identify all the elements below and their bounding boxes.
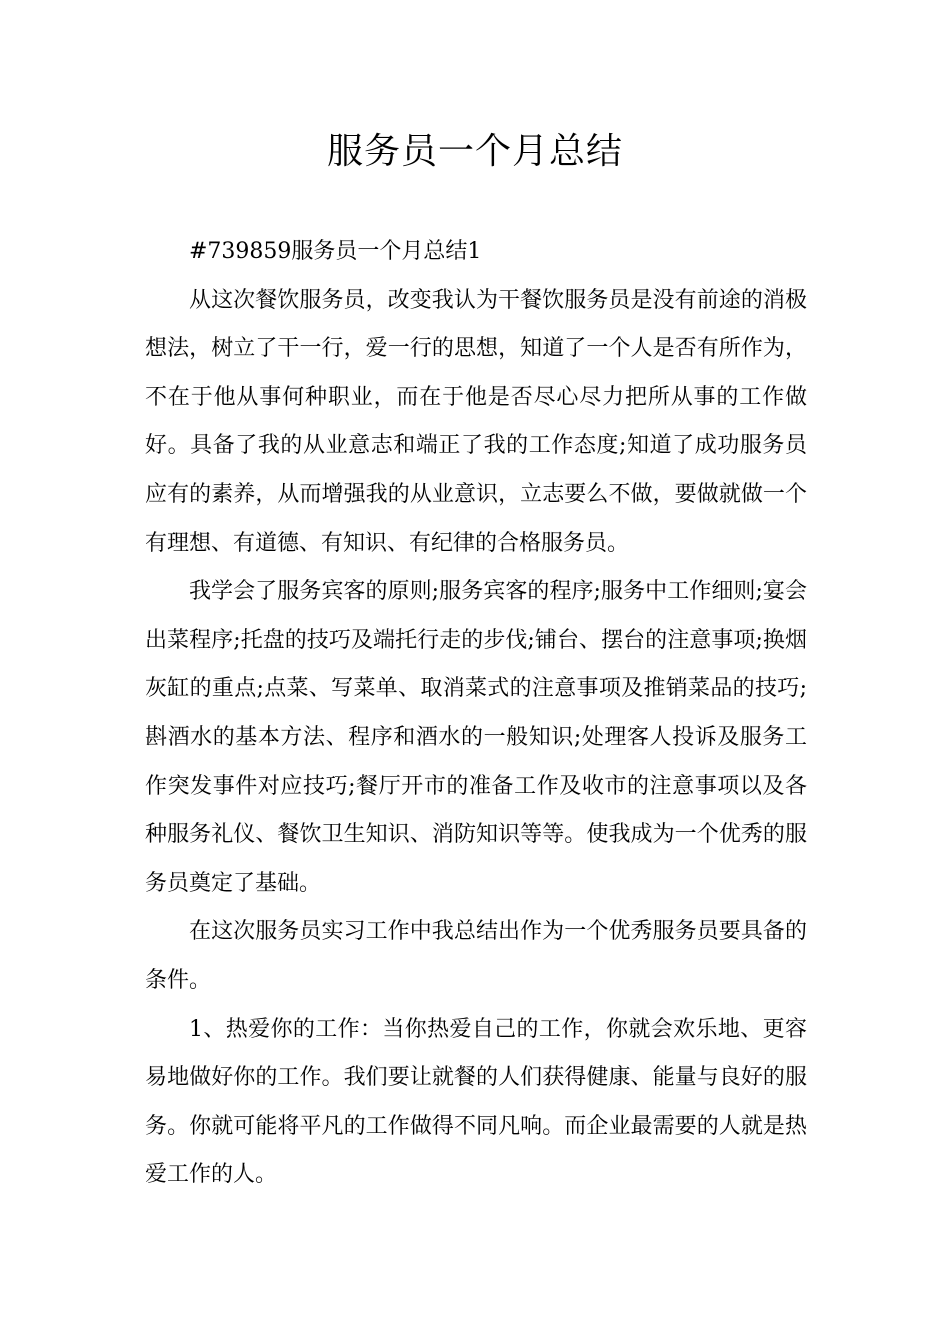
document-body [145, 228, 807, 1200]
paragraph-heading: #739859服务员一个月总结1 [189, 239, 482, 264]
paragraph: 在这次服务员实习工作中我总结出作为一个优秀服务员要具备的条件。 [145, 919, 807, 993]
paragraph: 我学会了服务宾客的原则;服务宾客的程序;服务中工作细则;宴会出菜程序;托盘的技巧及端托行走的步伐;铺台、摆台的注意事项;换烟灰缸的重点;点菜、写菜单、取消菜式的注意事项及推销菜品的技巧;斟酒水的基本方法、程序和酒水的一般知识;处理客人投诉及服务工作突发事件对应技巧;餐厅开市的准备工作及收市的注意事项以及各种服务礼仪、餐饮卫生知识、消防知识等等。使我成为一个优秀的服务员奠定了基础。 [145, 579, 807, 896]
paragraph: 1、热爱你的工作：当你热爱自己的工作，你就会欢乐地、更容易地做好你的工作。我们要让就餐的人们获得健康、能量与良好的服务。你就可能将平凡的工作做得不同凡响。而企业最需要的人就是热爱工作的人。 [145, 1016, 807, 1188]
document-title: 服务员一个月总结 [326, 131, 623, 172]
paragraph: 从这次餐饮服务员，改变我认为干餐饮服务员是没有前途的消极想法，树立了干一行，爱一行的思想，知道了一个人是否有所作为，不在于他从事何种职业，而在于他是否尽心尽力把所从事的工作做好。具备了我的从业意志和端正了我的工作态度;知道了成功服务员应有的素养，从而增强我的从业意识，立志要么不做，要做就做一个有理想、有道德、有知识、有纪律的合格服务员。 [145, 287, 807, 556]
